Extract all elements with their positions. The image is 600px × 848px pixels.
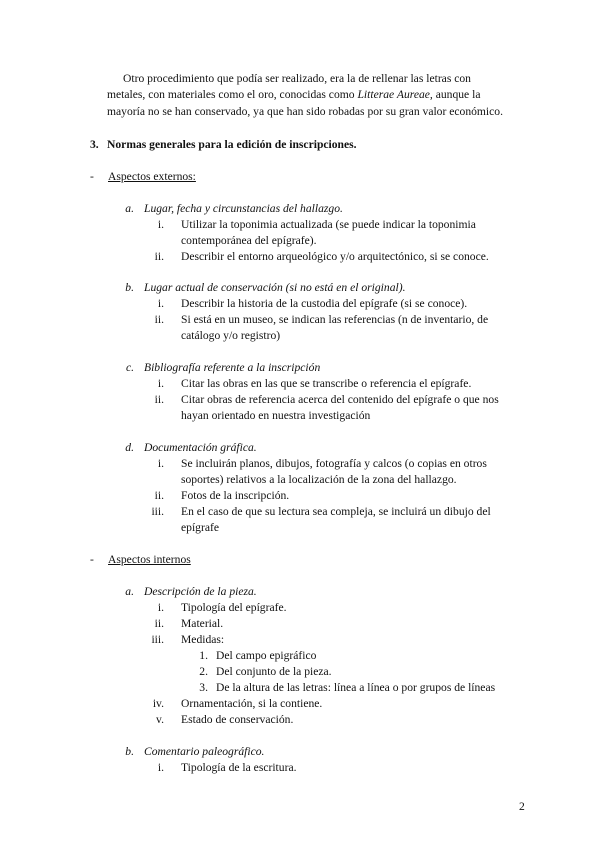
ext-d-iii-line-1: En el caso de que su lectura sea compleja, se incluirá un dibujo del xyxy=(181,505,491,518)
ext-a-label: a. xyxy=(125,202,134,215)
ext-b-ii-label: ii. xyxy=(154,313,164,326)
ext-d-ii-label: ii. xyxy=(154,489,164,502)
ext-d-ii-line-1: Fotos de la inscripción. xyxy=(181,489,290,502)
section-number: 3. xyxy=(90,138,99,151)
ext-a-title: Lugar, fecha y circunstancias del hallazgo. xyxy=(144,202,343,215)
medidas-1-label: 1. xyxy=(199,649,208,662)
intro-line-3: mayoría no se han conservado, ya que han sido robadas por su gran valor económico. xyxy=(107,105,503,118)
ext-d-title: Documentación gráfica. xyxy=(144,441,257,454)
ext-b-i-line-1: Describir la historia de la custodia del epígrafe (si se conoce). xyxy=(181,297,468,310)
int-a-i-text: Tipología del epígrafe. xyxy=(181,601,287,614)
bullet-externos: - xyxy=(90,170,94,183)
section-title: Normas generales para la edición de inscripciones. xyxy=(107,138,357,151)
ext-b-ii-line-1: Si está en un museo, se indican las referencias (n de inventario, de xyxy=(181,313,489,326)
ext-c-i-line-1: Citar las obras en las que se transcribe o referencia el epígrafe. xyxy=(181,377,472,390)
ext-b-title: Lugar actual de conservación (si no está en el original). xyxy=(144,281,406,294)
int-b-title: Comentario paleográfico. xyxy=(144,745,265,758)
ext-c-label: c. xyxy=(125,361,134,374)
ext-a-i-line-2: contemporánea del epígrafe). xyxy=(181,234,317,247)
ext-c-title: Bibliografía referente a la inscripción xyxy=(144,361,321,374)
int-a-iii-label: iii. xyxy=(151,633,164,646)
int-a-iv-label: iv. xyxy=(152,697,164,710)
ext-d-i-label: i. xyxy=(157,457,164,470)
ext-a-ii-label: ii. xyxy=(154,250,164,263)
ext-d-i-line-2: soportes) relativos a la localización de la zona del hallazgo. xyxy=(181,473,457,486)
ext-c-i-label: i. xyxy=(157,377,164,390)
heading-aspectos-externos: Aspectos externos: xyxy=(108,170,196,183)
medidas-2-label: 2. xyxy=(199,665,208,678)
intro-line-1: Otro procedimiento que podía ser realizado, era la de rellenar las letras con xyxy=(123,72,471,85)
ext-b-label: b. xyxy=(125,281,134,294)
medidas-3-label: 3. xyxy=(199,681,208,694)
heading-aspectos-internos: Aspectos internos xyxy=(108,553,191,566)
ext-a-ii-line-1: Describir el entorno arqueológico y/o arquitectónico, si se conoce. xyxy=(181,250,489,263)
litterae-aureae: Litterae Aureae, xyxy=(357,88,433,101)
int-b-label: b. xyxy=(125,745,134,758)
int-a-title: Descripción de la pieza. xyxy=(144,585,257,598)
intro-line-2-a: metales, con materiales como el oro, conocidas como xyxy=(107,88,358,101)
ext-d-label: d. xyxy=(125,441,134,454)
ext-a-i-line-1: Utilizar la toponimia actualizada (se puede indicar la toponimia xyxy=(181,218,476,231)
ext-c-ii-line-2: hayan orientado en nuestra investigación xyxy=(181,409,371,422)
ext-c-ii-label: ii. xyxy=(154,393,164,406)
intro-line-2-b: aunque la xyxy=(432,88,481,101)
medidas-3-text: De la altura de las letras: línea a línea o por grupos de líneas xyxy=(216,681,496,694)
ext-b-ii-line-2: catálogo y/o registro) xyxy=(181,329,281,342)
medidas-2-text: Del conjunto de la pieza. xyxy=(216,665,332,678)
medidas-1-text: Del campo epigráfico xyxy=(216,649,317,662)
ext-d-i-line-1: Se incluirán planos, dibujos, fotografía y calcos (o copias en otros xyxy=(181,457,487,470)
int-a-ii-label: ii. xyxy=(154,617,164,630)
intro-line-2 xyxy=(107,87,480,103)
int-a-i-label: i. xyxy=(157,601,164,614)
ext-a-i-label: i. xyxy=(157,218,164,231)
ext-d-iii-line-2: epígrafe xyxy=(181,521,219,534)
ext-c-ii-line-1: Citar obras de referencia acerca del contenido del epígrafe o que nos xyxy=(181,393,499,406)
int-a-ii-text: Material. xyxy=(181,617,224,630)
int-a-iii-text: Medidas: xyxy=(181,633,225,646)
int-a-iv-text: Ornamentación, si la contiene. xyxy=(181,697,323,710)
int-a-v-label: v. xyxy=(156,713,164,726)
int-a-label: a. xyxy=(125,585,134,598)
bullet-internos: - xyxy=(90,553,94,566)
page-number: 2 xyxy=(519,800,525,813)
ext-b-i-label: i. xyxy=(157,297,164,310)
int-b-i-text: Tipología de la escritura. xyxy=(181,761,297,774)
int-a-v-text: Estado de conservación. xyxy=(181,713,294,726)
int-b-i-label: i. xyxy=(157,761,164,774)
ext-d-iii-label: iii. xyxy=(151,505,164,518)
